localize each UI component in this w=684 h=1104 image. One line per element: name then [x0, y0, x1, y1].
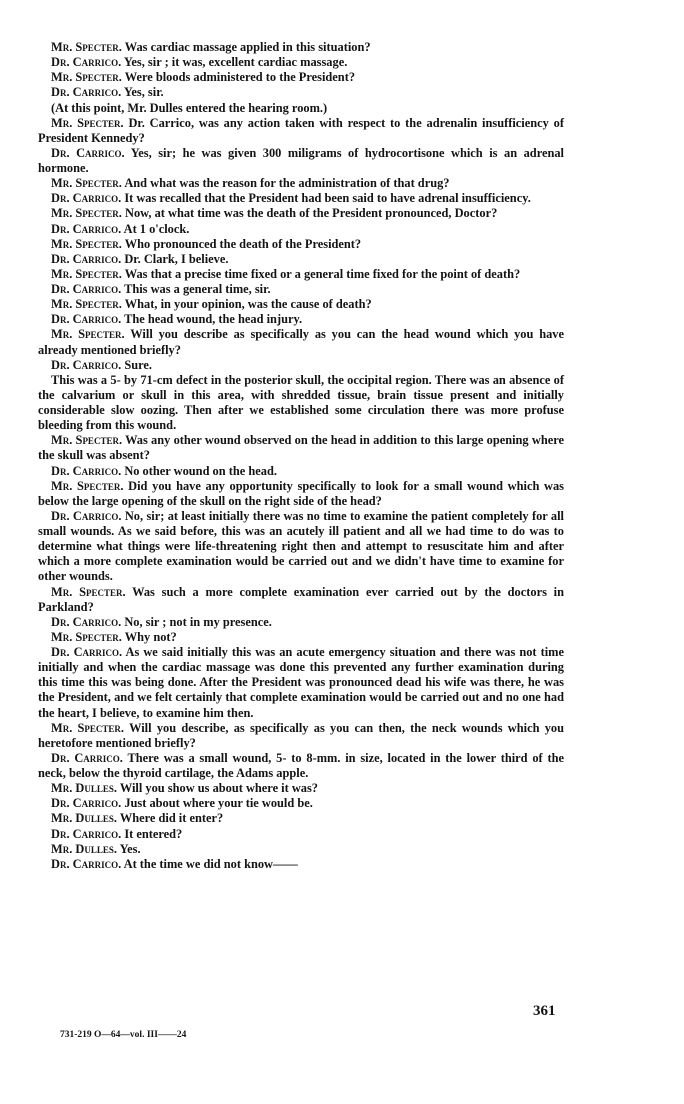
paragraph-text: At the time we did not know—— — [123, 856, 298, 871]
paragraph-text: Was such a more complete examination ever carried out by the doctors in Parkland? — [38, 584, 565, 614]
speaker-name: Dr. Carrico. — [51, 251, 122, 266]
paragraph-text: Was that a precise time fixed or a general time fixed for the point of death? — [124, 266, 521, 281]
transcript-paragraph — [38, 479, 564, 509]
speaker-name: Dr. Carrico. — [51, 856, 122, 871]
paragraph-text: Did you have any opportunity specifically to look for a small wound which was below the large opening of the skull on the right side of the head? — [38, 478, 564, 508]
transcript-paragraph — [38, 267, 564, 282]
speaker-name: Mr. Specter. — [51, 70, 122, 85]
transcript-paragraph — [38, 146, 564, 176]
transcript-paragraph — [38, 40, 564, 55]
transcript-paragraph — [38, 222, 564, 237]
transcript-paragraph — [38, 842, 564, 857]
transcript-paragraph — [38, 282, 564, 297]
speaker-name: Mr. Specter. — [51, 720, 125, 735]
speaker-name: Mr. Specter. — [51, 433, 123, 448]
paragraph-text: Why not? — [124, 629, 177, 644]
transcript-paragraph — [38, 615, 564, 630]
stage-direction — [38, 101, 564, 116]
speaker-name: Dr. Carrico. — [51, 145, 125, 160]
paragraph-text: It was recalled that the President had been said to have adrenal insufficiency. — [124, 191, 531, 206]
paragraph-text: Yes, sir ; it was, excellent cardiac massage. — [123, 55, 348, 70]
speaker-name: Mr. Specter. — [51, 584, 126, 599]
speaker-name: Dr. Carrico. — [51, 55, 122, 70]
transcript-paragraph — [38, 206, 564, 221]
speaker-name: Mr. Specter. — [51, 327, 125, 342]
transcript-paragraph — [38, 464, 564, 479]
speaker-name: Dr. Carrico. — [51, 463, 122, 478]
paragraph-text: (At this point, Mr. Dulles entered the hearing room.) — [51, 100, 328, 115]
speaker-name: Mr. Dulles. — [51, 811, 117, 826]
speaker-name: Mr. Specter. — [51, 629, 122, 644]
paragraph-text: Dr. Carrico, was any action taken with respect to the adrenalin insufficiency of President Kennedy? — [38, 115, 564, 145]
speaker-name: Dr. Carrico. — [51, 796, 122, 811]
paragraph-text: The head wound, the head injury. — [124, 312, 303, 327]
paragraph-text: No, sir ; not in my presence. — [124, 614, 272, 629]
print-footer: 731-219 O—64—vol. III——24 — [60, 1030, 187, 1040]
speaker-name: Dr. Carrico. — [51, 85, 122, 100]
speaker-name: Dr. Carrico. — [51, 614, 122, 629]
speaker-name: Dr. Carrico. — [51, 645, 123, 659]
paragraph-text: Where did it enter? — [119, 811, 224, 826]
speaker-name: Mr. Dulles. — [51, 841, 117, 856]
transcript-paragraph — [38, 509, 564, 585]
paragraph-text: This was a 5- by 71-cm defect in the posterior skull, the occipital region. There was an absence of the calvarium or skull in this area, with shredded tissue, brain tissue present and initially considerable slow oozing. Then after we established some circulation there was more profuse bleeding from this wound. — [38, 372, 564, 433]
speaker-name: Dr. Carrico. — [51, 357, 122, 372]
speaker-name: Dr. Carrico. — [51, 750, 123, 765]
paragraph-text: And what was the reason for the administration of that drug? — [124, 176, 450, 191]
paragraph-text: As we said initially this was an acute emergency situation and there was not time initially and when the cardiac massage was done this prevented any further examination during this time this was being done. After the President was pronounced dead his wife was there, he was the President, and we felt certainly that complete examination would be carried out and no one had the heart, I believe, to examine him then. — [38, 645, 564, 720]
speaker-name: Dr. Carrico. — [51, 221, 122, 236]
transcript-paragraph — [38, 70, 564, 85]
speaker-name: Mr. Specter. — [51, 236, 122, 251]
transcript-paragraph — [38, 630, 564, 645]
speaker-name: Mr. Specter. — [51, 297, 122, 312]
paragraph-text: Was any other wound observed on the head in addition to this large opening where the skull was absent? — [38, 433, 564, 463]
transcript-paragraph — [38, 55, 564, 70]
paragraph-text: Sure. — [124, 357, 152, 372]
transcript-paragraph — [38, 85, 564, 100]
paragraph-text: No other wound on the head. — [124, 463, 277, 478]
transcript-paragraph — [38, 297, 564, 312]
paragraph-text: Who pronounced the death of the President? — [124, 236, 362, 251]
transcript-paragraph — [38, 116, 564, 146]
transcript-paragraph — [38, 191, 564, 206]
paragraph-text: Yes. — [119, 841, 141, 856]
transcript-paragraph — [38, 751, 564, 781]
speaker-name: Mr. Specter. — [51, 40, 122, 54]
paragraph-text: Will you describe, as specifically as you can then, the neck wounds which you heretofore mentioned briefly? — [38, 720, 564, 750]
speaker-name: Dr. Carrico. — [51, 508, 122, 523]
speaker-name: Mr. Specter. — [51, 266, 122, 281]
transcript-paragraph — [38, 585, 564, 615]
paragraph-text: What, in your opinion, was the cause of death? — [124, 297, 372, 312]
transcript-paragraph — [38, 252, 564, 267]
paragraph-text: Yes, sir; he was given 300 miligrams of hydrocortisone which is an adrenal hormone. — [38, 145, 564, 175]
transcript-paragraph — [38, 433, 564, 463]
transcript-paragraph — [38, 811, 564, 826]
speaker-name: Mr. Specter. — [51, 206, 122, 221]
paragraph-text: At 1 o'clock. — [123, 221, 190, 236]
paragraph-text: No, sir; at least initially there was no time to examine the patient completely for all small wounds. As we said before, this was an acutely ill patient and all we had time to do was to determine what things were life-threatening right then and attempt to resuscitate him and after which a more complete examination would be carried out and we didn't have time to examine for other wounds. — [38, 508, 565, 584]
speaker-name: Dr. Carrico. — [51, 826, 122, 841]
speaker-name: Mr. Specter. — [51, 478, 124, 493]
speaker-name: Dr. Carrico. — [51, 282, 122, 296]
transcript-paragraph — [38, 781, 564, 796]
transcript-paragraph — [38, 358, 564, 373]
transcript-paragraph — [38, 645, 564, 721]
transcript-paragraph — [38, 312, 564, 327]
transcript-paragraph — [38, 237, 564, 252]
transcript-paragraph — [38, 721, 564, 751]
testimony-paragraph — [38, 373, 564, 434]
transcript-paragraph — [38, 796, 564, 811]
speaker-name: Mr. Specter. — [51, 115, 124, 130]
paragraph-text: This was a general time, sir. — [124, 282, 271, 296]
transcript-paragraph — [38, 827, 564, 842]
page-number: 361 — [533, 1003, 556, 1019]
paragraph-text: Now, at what time was the death of the President pronounced, Doctor? — [125, 206, 498, 221]
transcript-paragraph — [38, 176, 564, 191]
paragraph-text: Will you show us about where it was? — [119, 781, 318, 796]
paragraph-text: Just about where your tie would be. — [124, 796, 313, 811]
transcript-body — [38, 40, 564, 872]
paragraph-text: Dr. Clark, I believe. — [124, 251, 229, 266]
paragraph-text: Will you describe as specifically as you can the head wound which you have already mentioned briefly? — [38, 327, 564, 357]
paragraph-text: Were bloods administered to the President? — [124, 70, 356, 85]
paragraph-text: There was a small wound, 5- to 8-mm. in size, located in the lower third of the neck, below the thyroid cartilage, the Adams apple. — [38, 750, 564, 780]
transcript-paragraph — [38, 857, 564, 872]
paragraph-text: Was cardiac massage applied in this situation? — [124, 40, 371, 54]
paragraph-text: Yes, sir. — [123, 85, 164, 100]
paragraph-text: It entered? — [124, 826, 183, 841]
speaker-name: Dr. Carrico. — [51, 312, 122, 327]
transcript-paragraph — [38, 327, 564, 357]
speaker-name: Dr. Carrico. — [51, 191, 122, 206]
speaker-name: Mr. Dulles. — [51, 781, 117, 796]
speaker-name: Mr. Specter. — [51, 176, 122, 191]
